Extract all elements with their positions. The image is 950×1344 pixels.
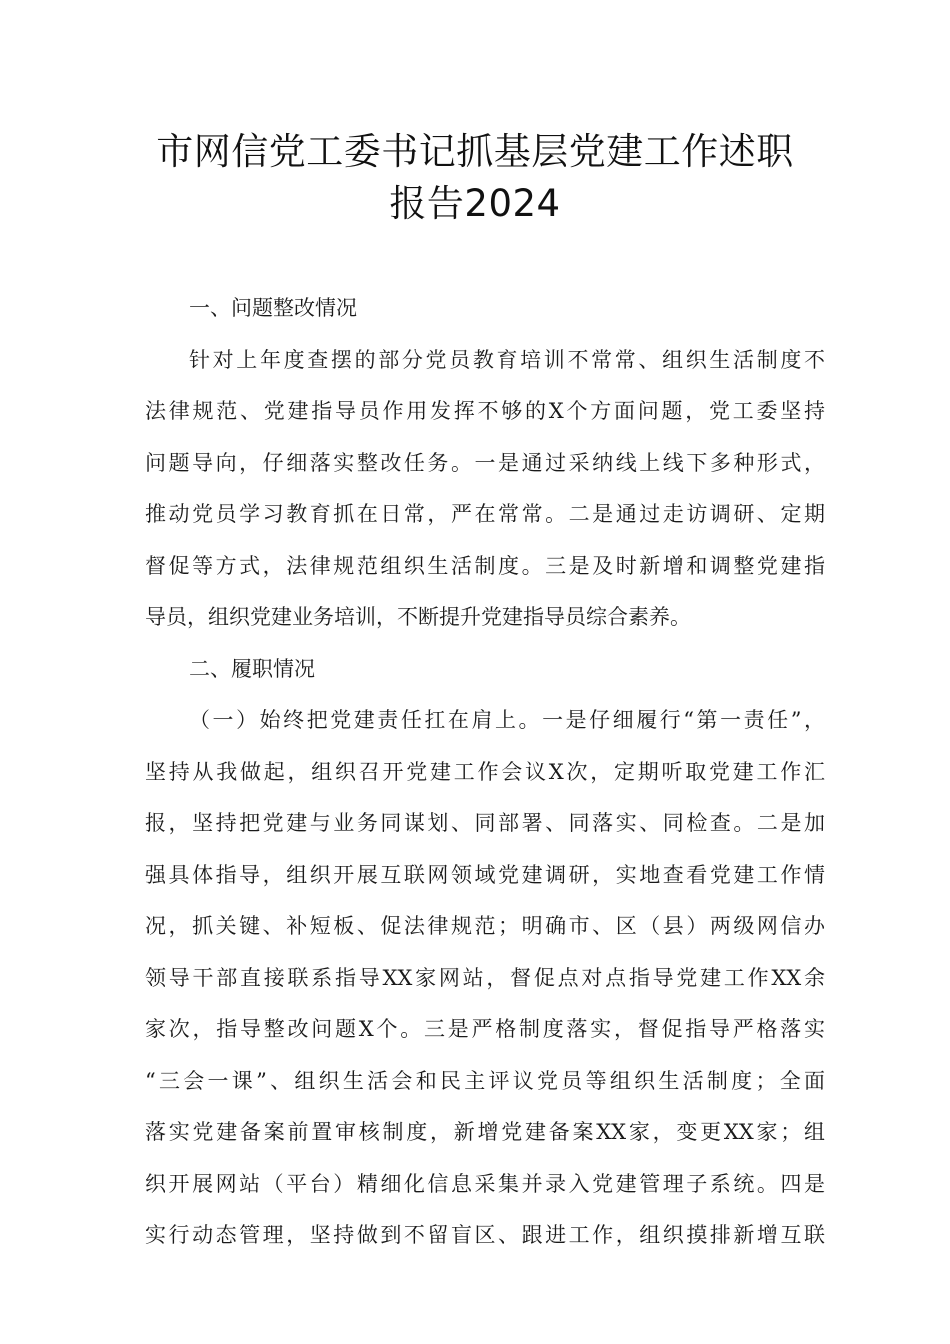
paragraph-line: 强具体指导，组织开展互联网领域党建调研，实地查看党建工作情	[145, 862, 825, 887]
paragraph-line: 问题导向，仔细落实整改任务。一是通过采纳线上线下多种形式，	[145, 450, 825, 475]
section-heading: 二、履职情况	[189, 656, 315, 681]
paragraph-line: 织开展网站（平台）精细化信息采集并录入党建管理子系统。四是	[145, 1171, 825, 1196]
document-title	[120, 126, 830, 230]
paragraph-line: “三会一课”、组织生活会和民主评议党员等组织生活制度；全面	[145, 1068, 825, 1093]
title-line: 市网信党工委书记抓基层党建工作述职	[156, 130, 794, 173]
paragraph-line: 家次，指导整改问题X个。三是严格制度落实，督促指导严格落实	[145, 1017, 825, 1041]
title-line: 报告2024	[389, 182, 561, 225]
paragraph-line: 领导干部直接联系指导XX家网站，督促点对点指导党建工作XX余	[145, 965, 825, 990]
document-body	[145, 283, 825, 1262]
paragraph-line: 针对上年度查摆的部分党员教育培训不常常、组织生活制度不	[189, 347, 825, 372]
paragraph-line: 报，坚持把党建与业务同谋划、同部署、同落实、同检查。二是加	[145, 811, 825, 835]
paragraph-line: （一）始终把党建责任扛在肩上。一是仔细履行“第一责任”，	[189, 708, 825, 732]
paragraph-line: 法律规范、党建指导员作用发挥不够的X个方面问题，党工委坚持	[145, 399, 825, 423]
paragraph-line: 导员，组织党建业务培训，不断提升党建指导员综合素养。	[145, 605, 691, 629]
paragraph-line: 督促等方式，法律规范组织生活制度。三是及时新增和调整党建指	[145, 553, 825, 578]
paragraph-line: 落实党建备案前置审核制度，新增党建备案XX家，变更XX家；组	[145, 1120, 825, 1144]
section-heading: 一、问题整改情况	[189, 296, 357, 320]
paragraph-line: 实行动态管理，坚持做到不留盲区、跟进工作，组织摸排新增互联	[145, 1223, 825, 1247]
paragraph-line: 坚持从我做起，组织召开党建工作会议X次，定期听取党建工作汇	[145, 759, 825, 784]
paragraph-line: 推动党员学习教育抓在日常，严在常常。二是通过走访调研、定期	[145, 502, 825, 526]
paragraph-line: 况，抓关键、补短板、促法律规范；明确市、区（县）两级网信办	[145, 914, 825, 938]
